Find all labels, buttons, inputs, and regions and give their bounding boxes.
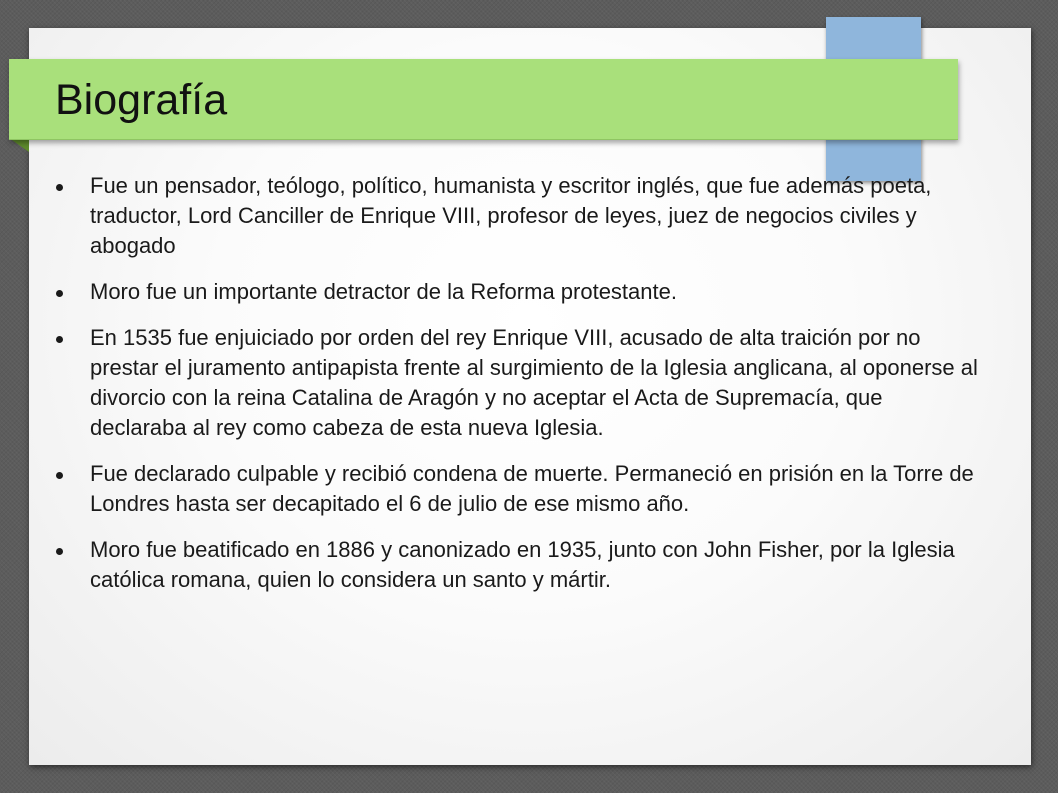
bullet-dot-icon <box>56 472 63 479</box>
bullet-text: En 1535 fue enjuiciado por orden del rey Enrique VIII, acusado de alta traición por no prestar el juramento antipapista frente al surgimiento de la Iglesia anglicana, al oponerse al divorcio con la reina Catalina de Aragón y no aceptar el Acta de Supremacía, que declaraba al rey como cabeza de esta nueva Iglesia. <box>90 325 978 440</box>
title-bar-fold <box>9 138 29 152</box>
slide-title: Biografía <box>55 76 228 124</box>
bullet-list <box>53 171 983 595</box>
bullet-text: Moro fue un importante detractor de la Reforma protestante. <box>90 279 677 304</box>
bullet-dot-icon <box>56 290 63 297</box>
slide-content <box>53 171 983 611</box>
bullet-item <box>53 323 983 443</box>
title-bar <box>9 59 958 140</box>
bullet-text: Fue declarado culpable y recibió condena de muerte. Permaneció en prisión en la Torre de Londres hasta ser decapitado el 6 de julio de ese mismo año. <box>90 461 974 516</box>
bullet-dot-icon <box>56 336 63 343</box>
bullet-item <box>53 535 983 595</box>
bullet-item <box>53 171 983 261</box>
bullet-text: Fue un pensador, teólogo, político, humanista y escritor inglés, que fue además poeta, traductor, Lord Canciller de Enrique VIII, profesor de leyes, juez de negocios civiles y abogado <box>90 173 932 258</box>
bullet-dot-icon <box>56 184 63 191</box>
bullet-item <box>53 459 983 519</box>
bullet-text: Moro fue beatificado en 1886 y canonizado en 1935, junto con John Fisher, por la Iglesia católica romana, quien lo considera un santo y mártir. <box>90 537 955 592</box>
bullet-dot-icon <box>56 548 63 555</box>
bullet-item <box>53 277 983 307</box>
